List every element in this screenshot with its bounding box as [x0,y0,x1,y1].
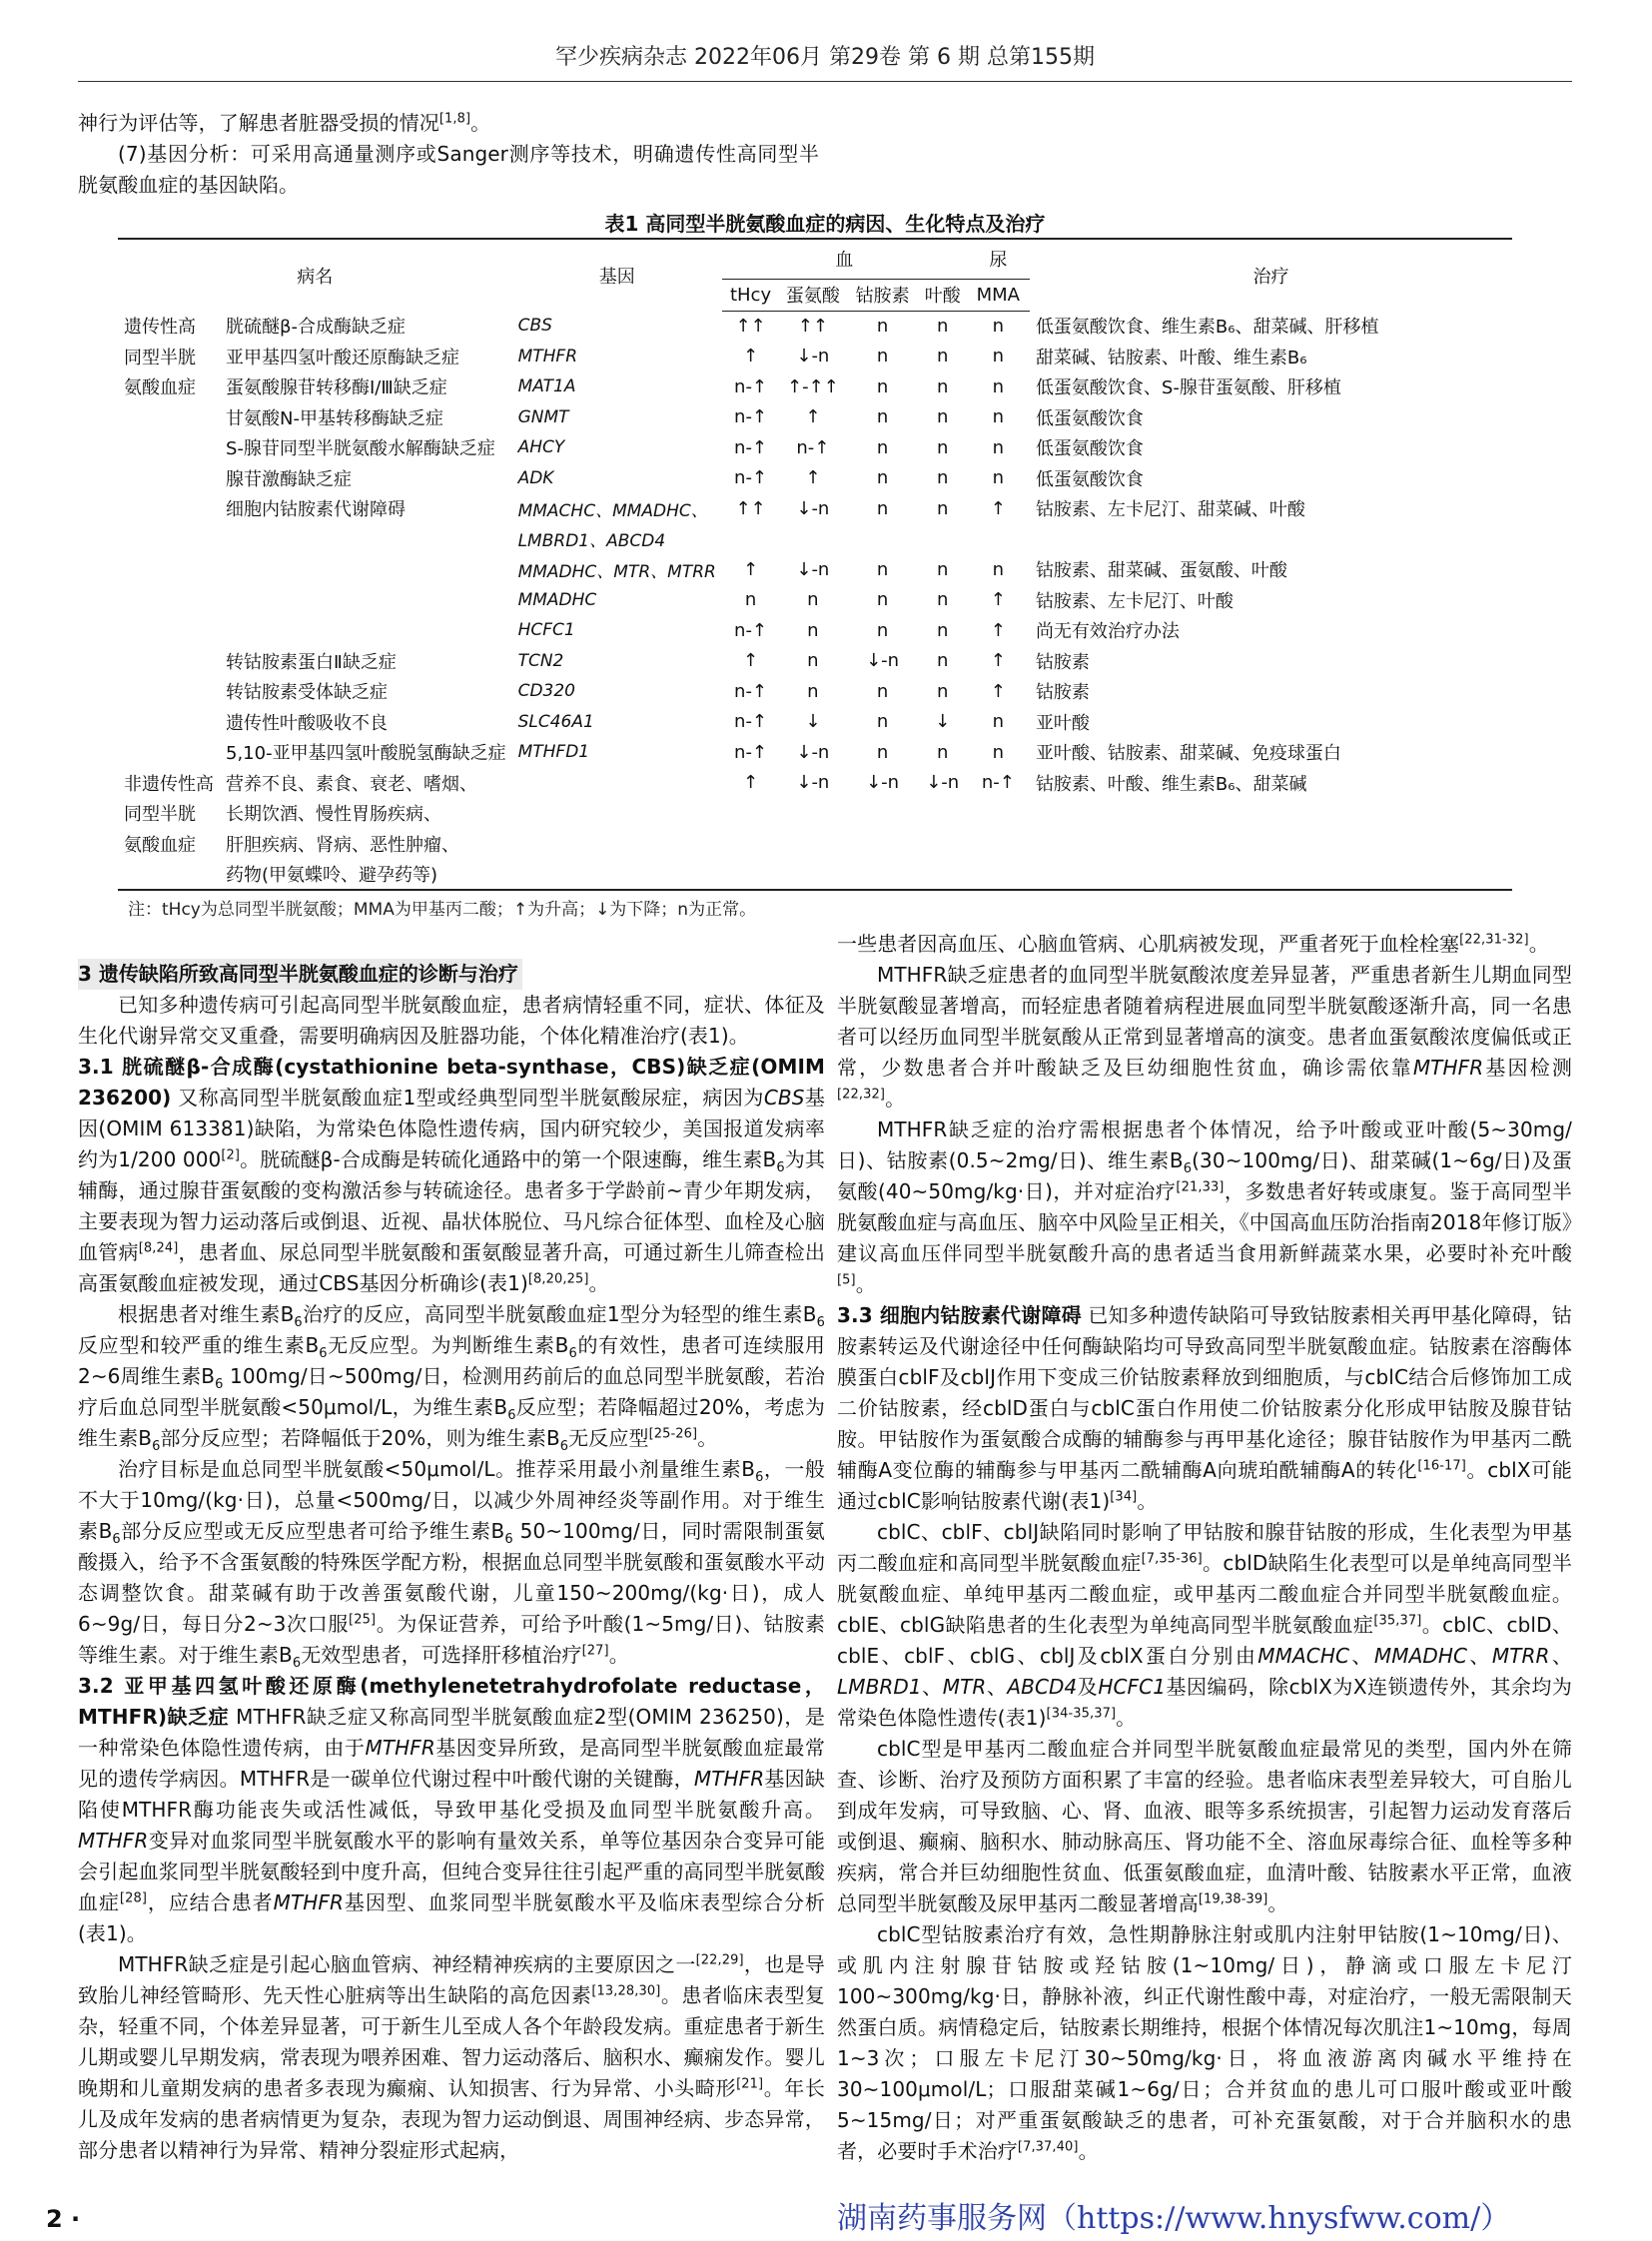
cell-met [779,829,846,860]
cell-gene [512,798,722,829]
footer-watermark: 湖南药事服务网（https://www.hnysfww.com/） [837,2201,1511,2236]
cell-cat: 同型半胱 [124,804,196,826]
table-row [118,342,1512,373]
cell-met: ↓ [805,711,821,733]
cell-cbl: n [876,497,889,519]
cell-fol [919,798,967,829]
table-row [118,311,1512,342]
cell-thcy: ↑↑ [735,497,766,519]
cell-cbl: n [876,406,889,428]
cell-mma: n [992,741,1005,763]
cell-name: S-腺苷同型半胱氨酸水解酶缺乏症 [226,438,495,460]
table-row [118,676,1512,707]
cell-tx: 钴胺素、叶酸、维生素B₆、甜菜碱 [1035,773,1307,795]
cell-name: 遗传性叶酸吸收不良 [226,712,388,734]
header-mma: MMA [967,279,1030,311]
header-met: 蛋氨酸 [779,279,846,311]
cell-mma: ↑ [990,589,1006,611]
cell-met: ↓-n [796,772,830,794]
cell-cat [118,737,220,768]
cell-gene: MTHFD1 [517,742,590,763]
cell-cbl: n [876,316,889,337]
cell-met: n-↑ [796,436,830,458]
table-row [118,615,1512,646]
cell-gene: MAT1A [517,376,576,397]
intro-text [78,108,819,201]
cell-tx: 尚无有效治疗办法 [1035,621,1180,643]
cell-thcy: n-↑ [734,711,768,733]
cell-mma: n [992,711,1005,733]
cell-fol: n [936,467,949,489]
table-row [118,554,1512,585]
section-3-2-paragraph: 3.2 亚甲基四氢叶酸还原酶(methylenetetrahydrofolate reductase，MTHFR)缺乏症 MTHFR缺乏症又称高同型半胱氨酸血症2型(OMIM 236250)，是一种常染色体隐性遗传病，由于MTHFR基因变异所致，是高同型半胱氨酸血症最常见的遗传学病因。MTHFR是一碳单位代谢过程中叶酸代谢的关键酶，MTHFR基因缺陷使MTHFR酶功能丧失或活性减低，导致甲基化受损及血同型半胱氨酸升高。MTHFR变异对血浆同型半胱氨酸水平的影响有量效关系，单等位基因杂合变异可能会引起血浆同型半胱氨酸轻到中度升高，但纯合变异往往引起严重的高同型半胱氨酸血症[28]，应结合患者MTHFR基因型、血浆同型半胱氨酸水平及临床表型综合分析(表1)。 [78,1674,825,1945]
header-thcy: tHcy [722,279,779,311]
cell-tx: 钴胺素 [1035,682,1090,704]
table-row [118,372,1512,402]
cell-cat: 遗传性高 [124,317,196,339]
cell-fol: n [936,406,949,428]
cell-cat [118,493,220,524]
cell-thcy: n-↑ [734,467,768,489]
cell-fol: n [936,650,949,672]
cell-name: 营养不良、素食、衰老、嗜烟、 [226,773,477,795]
cell-cbl: ↓-n [866,650,900,672]
cell-name [220,554,512,585]
cell-tx: 亚叶酸 [1035,712,1090,734]
cell-cbl: ↓-n [866,772,900,794]
cell-fol: n [936,346,949,368]
cell-cat: 氨酸血症 [124,377,196,399]
cell-tx: 钴胺素、甜菜碱、蛋氨酸、叶酸 [1035,560,1287,582]
cell-thcy: n-↑ [734,741,768,763]
cell-cat: 同型半胱 [124,347,196,369]
cell-mma: ↑ [990,619,1006,641]
cell-tx: 低蛋氨酸饮食 [1035,407,1144,429]
table-row [118,493,1512,524]
cell-mma: n [992,346,1005,368]
cell-gene: ADK [517,467,554,488]
cell-met [779,798,846,829]
header-gene: 基因 [512,239,722,311]
cell-name: 亚甲基四氢叶酸还原酶缺乏症 [226,347,459,369]
cell-gene [512,829,722,860]
cell-cat [118,676,220,707]
right-column [837,929,1572,2167]
cell-cat: 氨酸血症 [124,834,196,856]
header-blood: 血 [722,239,967,279]
table-row [118,524,1512,555]
cell-thcy: ↑↑ [735,316,766,337]
cell-cat [118,463,220,494]
cell-name: 蛋氨酸腺苷转移酶Ⅰ/Ⅲ缺乏症 [226,377,447,399]
cell-cbl: n [876,346,889,368]
cell-fol: ↓-n [926,772,960,794]
table-row [118,646,1512,677]
cell-met: ↓-n [796,497,830,519]
cell-cat: 非遗传性高 [124,773,214,795]
cell-thcy: ↑ [742,650,759,672]
cell-name: 腺苷激酶缺乏症 [226,468,352,490]
cell-name: 胱硫醚β-合成酶缺乏症 [226,317,406,339]
cell-mma: n [992,375,1005,397]
intro-paragraph-1: 神行为评估等，了解患者脏器受损的情况[1,8]。 [78,111,491,135]
cell-tx: 低蛋氨酸饮食 [1035,468,1144,490]
cell-cbl: n [876,711,889,733]
cell-met: n [807,589,819,611]
cell-tx [1030,798,1512,829]
table-row [118,585,1512,616]
cell-met: ↑ [805,406,821,428]
cell-gene: GNMT [517,406,569,427]
cell-tx: 甜菜碱、钴胺素、叶酸、维生素B₆ [1035,347,1307,369]
cell-gene: HCFC1 [517,620,575,641]
cell-tx: 低蛋氨酸饮食 [1035,438,1144,460]
cell-mma [967,524,1030,555]
cell-mma [967,829,1030,860]
cell-gene: CBS [517,316,552,337]
table-note: 注：tHcy为总同型半胱氨酸；MMA为甲基丙二酸；↑为升高；↓为下降；n为正常。 [128,900,757,920]
paragraph-mthfr-treatment: MTHFR缺乏症的治疗需根据患者个体情况，给予叶酸或亚叶酸(5~30mg/日)、钴胺素(0.5~2mg/日)、维生素$B_6(30\sim 100mg/$日)、甜菜碱(1~6g/日)及蛋氨酸(40~50mg/kg·日)，并对症治疗[21,33]，多数患者好转或康复。鉴于高同型半胱氨酸血症与高血压、脑卒中风险呈正相关，《中国高血压防治指南2018年修订版》建议高血压伴同型半胱氨酸升高的患者适当食用新鲜蔬菜水果，必要时补充叶酸[5]。 [837,1118,1572,1296]
header-folate: 叶酸 [919,279,967,311]
section-3-paragraph: 已知多种遗传病可引起高同型半胱氨酸血症，患者病情轻重不同，症状、体征及生化代谢异常交叉重叠，需要明确病因及脏器功能，个体化精准治疗(表1)。 [78,993,825,1048]
cell-cat [118,646,220,677]
cell-gene [512,768,722,799]
cell-met: n [807,619,819,641]
cell-name: 长期饮酒、慢性胃肠疾病、 [226,804,441,826]
page-number: 2 · [46,2205,81,2233]
cell-met: ↑ [805,467,821,489]
cell-cat [118,585,220,616]
cell-fol [919,829,967,860]
cell-fol: n [936,558,949,580]
cell-met: n [807,680,819,702]
paragraph-b6-response: 根据患者对维生素$B_6$治疗的反应，高同型半胱氨酸血症1型分为轻型的维生素$B_6$反应型和较严重的维生素$B_6$无反应型。为判断维生素$B_6$的有效性，患者可连续服用2~6周维生素$B_6$ 100mg/日~500mg/日，检测用药前后的血总同型半胱氨酸，若治疗后血总同型半胱氨酸<50μmol/L，为维生素$B_6$反应型；若降幅超过20%，考虑为维生素$B_6$部分反应型；若降幅低于20%，则为维生素$B_6$无反应型[25-26]。 [78,1302,826,1454]
cell-thcy: n-↑ [734,680,768,702]
cell-name [220,615,512,646]
cell-thcy: n-↑ [734,619,768,641]
cell-mma: n [992,558,1005,580]
cell-thcy [722,829,779,860]
cell-cat [118,554,220,585]
paragraph-cbl-types: cblC、cblF、cblJ缺陷同时影响了甲钴胺和腺苷钴胺的形成，生化表型为甲基丙二酸血症和高同型半胱氨酸血症[7,35-36]。cblD缺陷生化表型可以是单纯高同型半胱氨酸血症、单纯甲基丙二酸血症，或甲基丙二酸血症合并同型半胱氨酸血症。cblE、cblG缺陷患者的生化表型为单纯高同型半胱氨酸血症[35,37]。cblC、cblD、cblE、cblF、cblG、cblJ及cblX蛋白分别由MMACHC、MMADHC、MTRR、LMBRD1、MTR、ABCD4及HCFC1基因编码，除cblX为X连锁遗传外，其余均为常染色体隐性遗传(表1)[34-35,37]。 [837,1520,1573,1730]
table-row [118,463,1512,494]
cell-cbl: n [876,436,889,458]
cell-met: ↑↑ [797,316,828,337]
table-row [118,829,1512,860]
paragraph-mthfr-cont: 一些患者因高血压、心脑血管病、心肌病被发现，严重者死于血栓栓塞[22,31-32]。 [837,932,1549,956]
cell-gene: MMACHC、MMADHC、 [517,500,708,521]
cell-cbl: n [876,558,889,580]
table-row [118,737,1512,768]
table-row [118,859,1512,890]
table-hhcy [118,238,1512,891]
cell-met: ↓-n [796,346,830,368]
cell-gene: TCN2 [517,650,564,671]
left-column [78,959,825,2166]
cell-gene: CD320 [517,681,575,702]
cell-cbl [846,524,918,555]
header-treatment: 治疗 [1030,239,1512,311]
cell-fol: n [936,619,949,641]
header-disease: 病名 [118,239,512,311]
cell-gene: LMBRD1、ABCD4 [517,531,666,552]
cell-thcy: ↑ [742,346,759,368]
cell-thcy: n-↑ [734,375,768,397]
cell-mma: n-↑ [981,772,1015,794]
cell-cbl [846,859,918,890]
cell-cat [118,524,220,555]
header-urine: 尿 [967,239,1030,279]
cell-thcy: n [744,589,757,611]
cell-thcy [722,524,779,555]
cell-tx: 低蛋氨酸饮食、维生素B₆、甜菜碱、肝移植 [1035,317,1379,339]
cell-name: 转钴胺素受体缺乏症 [226,682,388,704]
cell-gene: SLC46A1 [517,711,594,732]
cell-fol: n [936,316,949,337]
cell-cat [118,402,220,433]
paragraph-mthfr-clinical: MTHFR缺乏症是引起心脑血管病、神经精神疾病的主要原因之一[22,29]，也是导致胎儿神经管畸形、先天性心脏病等出生缺陷的高危因素[13,28,30]。患者临床表型复杂，轻重不同，个体差异显著，可于新生儿至成人各个年龄段发病。重症患者于新生儿期或婴儿早期发病，常表现为喂养困难、智力运动落后、脑积水、癫痫发作。婴儿晚期和儿童期发病的患者多表现为癫痫、认知损害、行为异常、小头畸形[21]。年长儿及成年发病的患者病情更为复杂，表现为智力运动倒退、周围神经病、步态异常，部分患者以精神行为异常、精神分裂症形式起病， [78,1952,825,2162]
cell-name: 肝胆疾病、肾病、恶性肿瘤、 [226,834,459,856]
cell-name: 药物(甲氨蝶呤、避孕药等) [220,859,512,890]
cell-met [779,524,846,555]
cell-gene: AHCY [517,437,565,458]
paragraph-cblc-treatment: cblC型钴胺素治疗有效，急性期静脉注射或肌内注射甲钴胺(1~10mg/日)、或肌内注射腺苷钴胺或羟钴胺(1~10mg/日)，静滴或口服左卡尼汀100~300mg/kg·日，静脉补液，纠正代谢性酸中毒，对症治疗，一般无需限制天然蛋白质。病情稳定后，钴胺素长期维持，根据个体情况每次肌注1~10mg，每周1~3次；口服左卡尼汀30~50mg/kg·日，将血液游离肉碱水平维持在30~100μmol/L；口服甜菜碱1~6g/日；合并贫血的患儿可口服叶酸或亚叶酸5~15mg/日；对严重蛋氨酸缺乏的患者，可补充蛋氨酸，对于合并脑积水的患者，必要时手术治疗[7,37,40]。 [837,1922,1572,2163]
cell-cbl: n [876,741,889,763]
cell-gene: MMADHC、MTR、MTRR [517,561,716,582]
cell-tx: 低蛋氨酸饮食、S-腺苷蛋氨酸、肝移植 [1035,377,1341,399]
cell-thcy: ↑ [742,772,759,794]
section-3-1-paragraph: 3.1 胱硫醚β-合成酶(cystathionine beta-synthase，CBS)缺乏症(OMIM 236200) 又称高同型半胱氨酸血症1型或经典型同型半胱氨酸尿症，病因为CBS基因(OMIM 613381)缺陷，为常染色体隐性遗传病，国内研究较少，美国报道发病率约为1/200 000[2]。胱硫醚β-合成酶是转硫化通路中的第一个限速酶，维生素$B_6$为其辅酶，通过腺苷蛋氨酸的变构激活参与转硫途径。患者多于学龄前~青少年期发病，主要表现为智力运动落后或倒退、近视、晶状体脱位、马凡综合征体型、血栓及心脑血管病[8,24]，患者血、尿总同型半胱氨酸和蛋氨酸显著升高，可通过新生儿筛查检出高蛋氨酸血症被发现，通过CBS基因分析确诊(表1)[8,20,25]。 [78,1055,825,1295]
header-cbl: 钴胺素 [846,279,918,311]
running-header: 罕少疾病杂志 2022年06月 第29卷 第 6 期 总第155期 [78,40,1572,82]
cell-thcy: n-↑ [734,436,768,458]
cell-thcy: ↑ [742,558,759,580]
cell-cbl [846,829,918,860]
table-caption: 表1 高同型半胱氨酸血症的病因、生化特点及治疗 [604,212,1046,236]
cell-cat [118,707,220,738]
cell-mma: n [992,316,1005,337]
cell-tx: 钴胺素、左卡尼汀、甜菜碱、叶酸 [1035,499,1305,521]
cell-met [779,859,846,890]
cell-fol: n [936,741,949,763]
cell-tx: 钴胺素、左卡尼汀、叶酸 [1035,590,1234,612]
cell-gene [512,859,722,890]
cell-fol: n [936,497,949,519]
cell-name: 甘氨酸N-甲基转移酶缺乏症 [226,407,443,429]
cell-fol [919,859,967,890]
cell-met: ↑-↑↑ [786,375,839,397]
cell-mma [967,859,1030,890]
cell-met: ↓-n [796,741,830,763]
table-row [118,402,1512,433]
cell-thcy [722,798,779,829]
cell-tx [1030,829,1512,860]
cell-mma: ↑ [990,650,1006,672]
cell-thcy [722,859,779,890]
cell-mma: ↑ [990,680,1006,702]
section-3-heading: 3 遗传缺陷所致高同型半胱氨酸血症的诊断与治疗 [78,959,522,990]
intro-paragraph-2: (7)基因分析：可采用高通量测序或Sanger测序等技术，明确遗传性高同型半胱氨酸血症的基因缺陷。 [78,142,819,197]
cell-met: ↓-n [796,558,830,580]
paragraph-mthfr-blood: MTHFR缺乏症患者的血同型半胱氨酸浓度差异显著，严重患者新生儿期血同型半胱氨酸显著增高，而轻症患者随着病程进展血同型半胱氨酸逐渐升高，同一名患者可以经历血同型半胱氨酸从正常到显著增高的演变。患者血蛋氨酸浓度偏低或正常，少数患者合并叶酸缺乏及巨幼细胞性贫血，确诊需依靠MTHFR基因检测[22,32]。 [837,963,1572,1111]
cell-fol: n [936,680,949,702]
cell-cbl: n [876,375,889,397]
table-row [118,432,1512,463]
cell-mma [967,798,1030,829]
cell-met: n [807,650,819,672]
section-3-3-paragraph: 3.3 细胞内钴胺素代谢障碍 已知多种遗传缺陷可导致钴胺素相关再甲基化障碍，钴胺素转运及代谢途径中任何酶缺陷均可导致高同型半胱氨酸血症。钴胺素在溶酶体膜蛋白cblF及cblJ作用下变成三价钴胺素释放到细胞质，与cblC结合后修饰加工成二价钴胺素，经cblD蛋白与cblC蛋白作用使二价钴胺素分化形成甲钴胺及腺苷钴胺。甲钴胺作为蛋氨酸合成酶的辅酶参与再甲基化途径；腺苷钴胺作为甲基丙二酰辅酶A变位酶的辅酶参与甲基丙二酰辅酶A向琥珀酰辅酶A的转化[16-17]。cblX可能通过cblC影响钴胺素代谢(表1)[34]。 [837,1303,1572,1513]
cell-cat [118,859,220,890]
cell-gene: MMADHC [517,589,597,610]
cell-name: 细胞内钴胺素代谢障碍 [226,499,406,521]
cell-mma: n [992,436,1005,458]
cell-fol: n [936,375,949,397]
cell-tx [1030,859,1512,890]
paragraph-treatment-goal: 治疗目标是血总同型半胱氨酸<50μmol/L。推荐采用最小剂量维生素$B_6$，一般不大于10mg/(kg·日)，总量<500mg/日，以减少外周神经炎等副作用。对于维生素$B_6$部分反应型或无反应型患者可给予维生素$B_6$ 50~100mg/日，同时需限制蛋氨酸摄入，给予不含蛋氨酸的特殊医学配方粉，根据血总同型半胱氨酸和蛋氨酸水平动态调整饮食。甜菜碱有助于改善蛋氨酸代谢，儿童150~200mg/(kg·日)，成人6~9g/日，每日分2~3次口服[25]。为保证营养，可给予叶酸(1~5mg/日)、钴胺素等维生素。对于维生素$B_6$无效型患者，可选择肝移植治疗[27]。 [78,1457,826,1671]
cell-fol: n [936,589,949,611]
table-body [118,311,1512,890]
table-row [118,798,1512,829]
paragraph-cblc: cblC型是甲基丙二酸血症合并同型半胱氨酸血症最常见的类型，国内外在筛查、诊断、治疗及预防方面积累了丰富的经验。患者临床表型差异较大，可自胎儿到成年发病，可导致脑、心、肾、血液、眼等多系统损害，引起智力运动发育落后或倒退、癫痫、脑积水、肺动脉高压、肾功能不全、溶血尿毒综合征、血栓等多种疾病，常合并巨幼细胞性贫血、低蛋氨酸血症，血清叶酸、钴胺素水平正常，血液总同型半胱氨酸及尿甲基丙二酸显著增高[19,38-39]。 [837,1737,1572,1915]
cell-name [220,585,512,616]
cell-mma: ↑ [990,497,1006,519]
cell-cbl: n [876,589,889,611]
table-row [118,768,1512,799]
cell-name [220,524,512,555]
cell-thcy: n-↑ [734,406,768,428]
cell-fol: n [936,436,949,458]
cell-fol: ↓ [935,711,951,733]
cell-cbl [846,798,918,829]
cell-cbl: n [876,467,889,489]
cell-mma: n [992,467,1005,489]
cell-gene: MTHFR [517,346,578,367]
table-row [118,707,1512,738]
cell-name: 5,10-亚甲基四氢叶酸脱氢酶缺乏症 [226,743,506,765]
cell-cbl: n [876,619,889,641]
cell-name: 转钴胺素蛋白Ⅱ缺乏症 [226,651,397,673]
cell-cbl: n [876,680,889,702]
cell-mma: n [992,406,1005,428]
cell-tx: 亚叶酸、钴胺素、甜菜碱、免疫球蛋白 [1035,743,1341,765]
cell-tx: 钴胺素 [1035,651,1090,673]
cell-fol [919,524,967,555]
cell-cat [118,432,220,463]
cell-tx [1030,524,1512,555]
cell-cat [118,615,220,646]
